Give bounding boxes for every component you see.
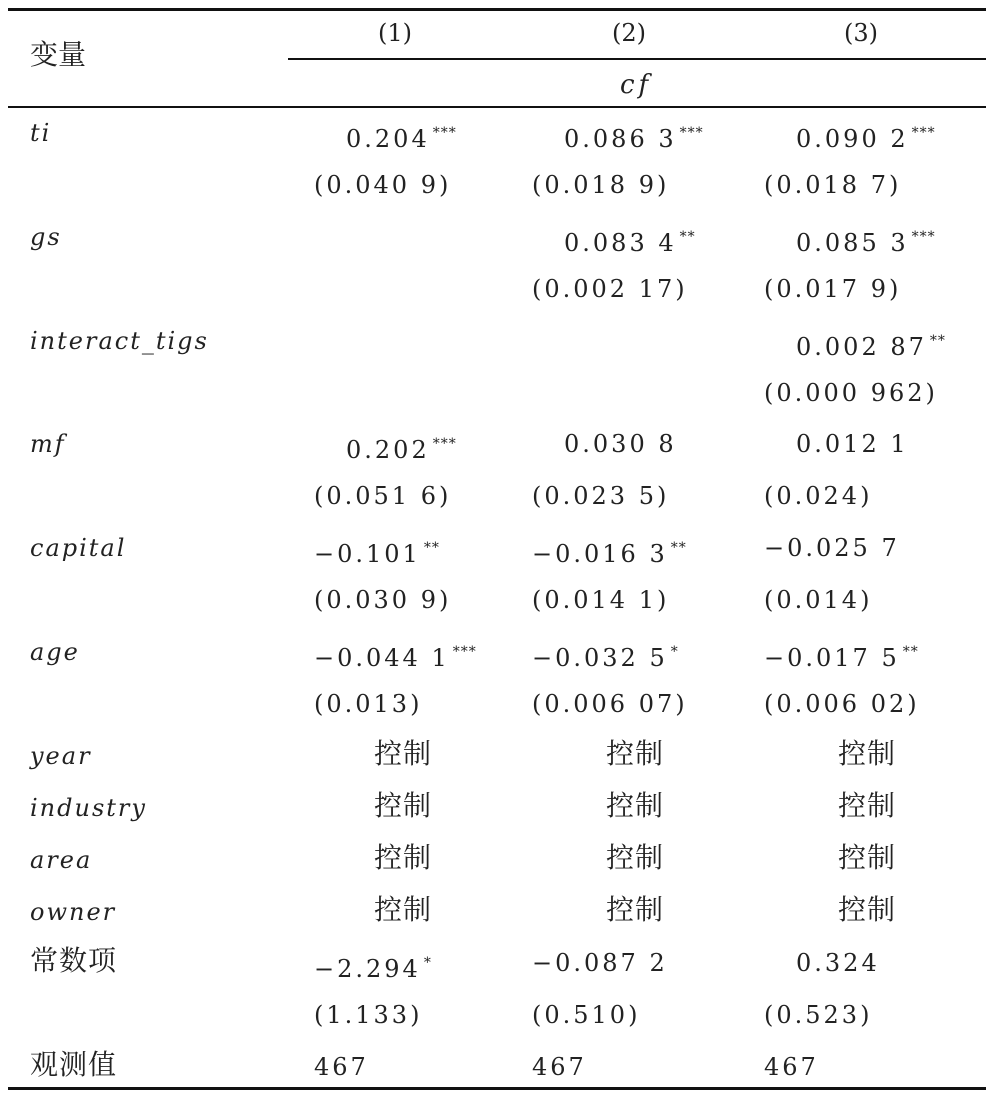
cell-value: 控制 [374,892,433,926]
cell-value: −0.017 5 [764,644,900,672]
cell-col2 [606,840,665,874]
cell-col1 [314,1052,369,1082]
cell-col3 [764,481,872,511]
cell-col2 [532,689,688,719]
cell-value: 0.030 8 [564,430,677,459]
cell-col3 [764,1052,819,1082]
row-label: owner [30,897,117,926]
cell-col3 [764,170,901,200]
cell-col1 [314,948,432,984]
cell-col3 [764,585,872,615]
cell-value: 0.085 3 [796,228,909,257]
cell-value: (0.040 9) [314,170,452,199]
cell-value: 467 [764,1053,819,1082]
cell-col1 [346,429,457,465]
cell-value: (0.006 02) [764,689,920,718]
cell-value: (0.018 9) [532,170,670,199]
cell-value: 0.204 [346,125,430,153]
cell-value: 控制 [838,736,897,770]
cell-col1 [314,533,440,569]
cell-col1 [314,637,477,673]
cell-value: 控制 [374,840,433,874]
cell-col3 [796,326,946,362]
cell-value: 控制 [838,840,897,874]
cell-col2 [532,481,669,511]
cell-value: 控制 [606,892,665,926]
row-label: ti [30,119,52,147]
cell-value: 控制 [606,840,665,874]
cell-col2 [532,637,679,673]
cell-value: (0.023 5) [532,482,670,511]
cell-value: 0.090 2 [796,125,909,153]
variable-column-header: 变量 [30,38,87,71]
row-label: area [30,845,93,874]
cell-value: 0.086 3 [564,125,677,153]
cell-col1 [374,840,433,874]
significance-stars: ** [679,228,696,245]
row-label: 观测值 [30,1048,118,1082]
cell-col3 [838,736,897,770]
cell-col3 [764,1000,872,1030]
row-label: interact_tigs [30,326,209,355]
cell-col3 [838,892,897,926]
cell-value: 0.202 [346,436,430,465]
cell-value: −0.016 3 [532,540,668,569]
significance-stars: ** [423,540,440,557]
cell-value: (0.051 6) [314,482,452,511]
row-label: capital [30,534,127,563]
cell-col2 [532,533,687,569]
cell-col3 [764,637,919,673]
cell-value: 467 [314,1053,369,1082]
significance-stars: *** [679,125,704,141]
cell-col2 [532,1000,640,1030]
cell-value: 控制 [838,892,897,926]
cell-col3 [796,118,936,154]
significance-stars: *** [432,436,457,453]
significance-stars: *** [452,644,477,660]
cell-col1 [374,892,433,926]
cell-value: (0.002 17) [532,274,688,303]
cell-value: 控制 [838,788,897,822]
significance-stars: * [423,955,432,972]
cell-value: 控制 [374,788,433,822]
cell-col3 [764,274,901,304]
cell-col2 [606,736,665,770]
row-label: mf [30,430,66,459]
cell-col1 [314,689,422,719]
cell-value: −2.294 [314,955,421,984]
cell-value: 467 [532,1053,587,1082]
cell-value: −0.032 5 [532,644,668,672]
cell-col3 [764,689,920,719]
cell-value: 0.002 87 [796,332,927,361]
significance-stars: ** [929,332,946,349]
cell-col1 [346,118,457,154]
row-label: industry [30,793,147,822]
row-label: 常数项 [30,944,118,978]
cell-col2 [532,274,688,304]
cell-col1 [314,585,451,615]
cell-value: (0.014 1) [532,586,670,615]
cell-value: (0.523) [764,1001,873,1030]
cell-value: 0.083 4 [564,228,677,257]
cell-col3 [838,788,897,822]
header-bottom-rule [8,106,986,108]
cell-col3 [764,378,938,408]
cell-value: (1.133) [314,1001,423,1030]
significance-stars: *** [432,125,457,141]
cell-col3 [764,533,900,563]
column-header-1: (1) [378,19,412,47]
significance-stars: * [670,644,679,660]
row-label: age [30,638,80,666]
cell-col2 [606,788,665,822]
significance-stars: *** [911,125,936,141]
cell-value: 控制 [606,788,665,822]
table-bottom-rule [8,1087,986,1090]
cell-col1 [374,788,433,822]
cell-value: (0.030 9) [314,586,452,615]
row-label: year [30,741,92,770]
cell-value: 0.324 [796,949,880,978]
significance-stars: *** [911,228,936,245]
cell-value: −0.087 2 [532,949,668,978]
cell-col1 [374,736,433,770]
cell-value: (0.018 7) [764,170,902,199]
cell-col1 [314,481,451,511]
dependent-variable-label: cf [620,70,653,100]
cell-value: (0.024) [764,482,873,511]
cell-col2 [532,585,669,615]
header-sub-rule [288,58,986,60]
cell-col1 [314,1000,422,1030]
cell-value: 控制 [374,736,433,770]
cell-value: 控制 [606,736,665,770]
cell-value: (0.017 9) [764,274,902,303]
table-top-rule [8,8,986,11]
cell-col3 [796,429,909,459]
cell-col3 [838,840,897,874]
cell-col2 [606,892,665,926]
cell-value: (0.014) [764,586,873,615]
cell-col3 [796,222,936,258]
cell-value: (0.510) [532,1001,641,1030]
cell-value: −0.101 [314,540,421,569]
cell-value: 0.012 1 [796,430,909,459]
cell-col3 [796,948,880,978]
cell-col2 [532,948,668,978]
cell-value: (0.000 962) [764,378,938,407]
cell-col2 [564,222,696,258]
cell-col2 [564,118,704,154]
significance-stars: ** [902,644,919,660]
cell-value: (0.006 07) [532,689,688,718]
row-label: gs [30,222,62,251]
cell-value: (0.013) [314,689,423,718]
column-header-3: (3) [844,19,878,47]
significance-stars: ** [670,540,687,557]
cell-col2 [532,1052,587,1082]
cell-value: −0.025 7 [764,534,900,563]
column-header-2: (2) [612,19,646,47]
cell-value: −0.044 1 [314,644,450,672]
cell-col1 [314,170,451,200]
cell-col2 [564,429,677,459]
cell-col2 [532,170,669,200]
